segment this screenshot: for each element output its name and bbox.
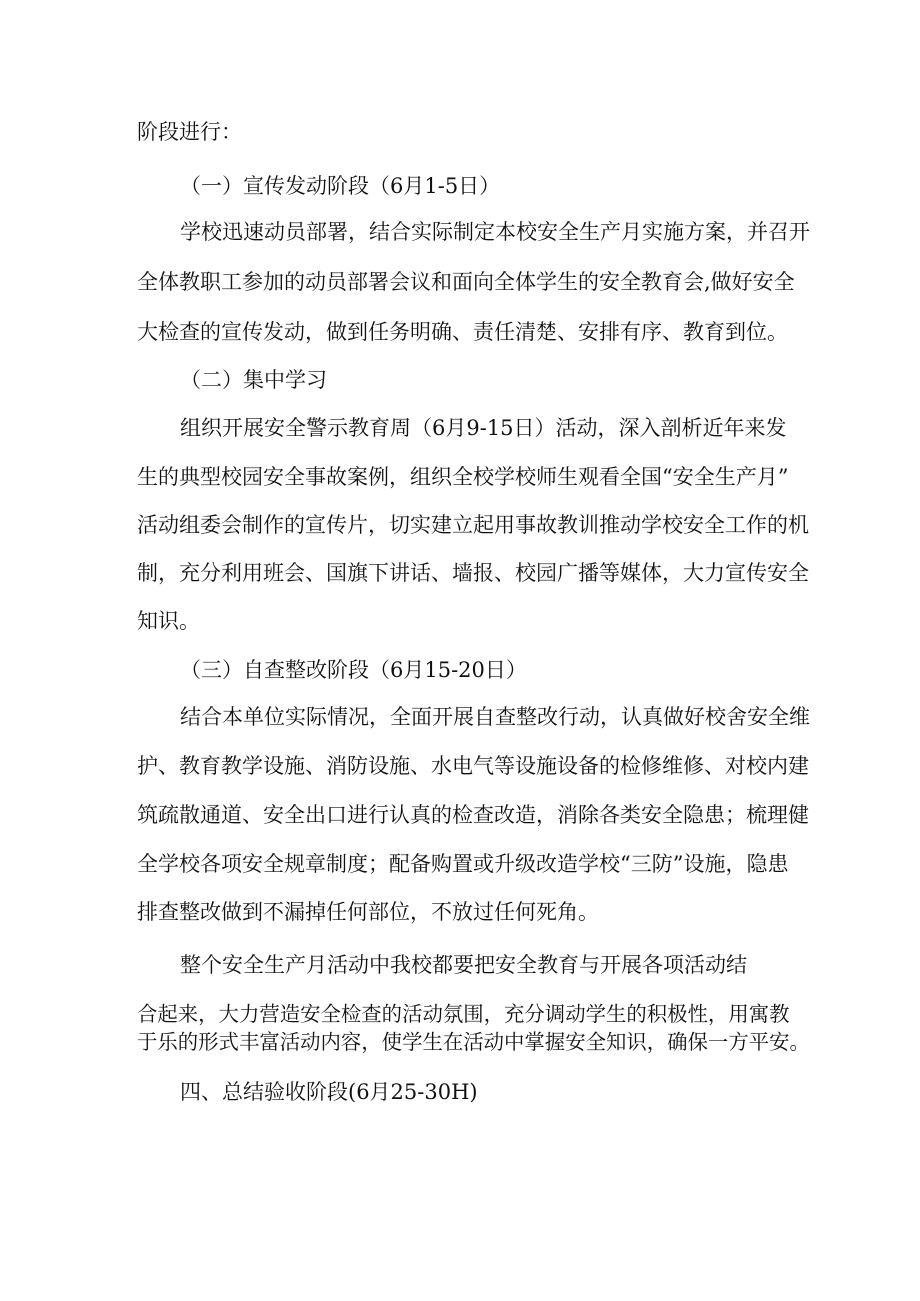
paragraph-line: 学校迅速动员部署，结合实际制定本校安全生产月实施方案，并召开	[180, 220, 810, 244]
paragraph-line: 全学校各项安全规章制度；配备购置或升级改造学校“三防”设施，隐患	[137, 852, 789, 876]
paragraph-line: 全体教职工参加的动员部署会议和面向全体学生的安全教育会,做好安全	[137, 270, 795, 294]
paragraph-line: 组织开展安全警示教育周（6月9-15日）活动，深入剖析近年来发	[180, 416, 787, 440]
paragraph-line: 护、教育教学设施、消防设施、水电气等设施设备的检修维修、对校内建	[137, 754, 809, 778]
heading-self-inspection-stage: （三）自查整改阶段（6月15-20日）	[180, 658, 527, 682]
paragraph-line: 于乐的形式丰富活动内容，使学生在活动中掌握安全知识，确保一方平安。	[137, 1030, 810, 1054]
heading-study-stage: （二）集中学习	[180, 368, 327, 392]
paragraph-line: 制，充分利用班会、国旗下讲话、墙报、校园广播等媒体，大力宣传安全	[137, 561, 809, 585]
paragraph-line: 大检查的宣传发动，做到任务明确、责任清楚、安排有序、教育到位。	[137, 320, 788, 344]
paragraph-line: 排查整改做到不漏掉任何部位，不放过任何死角。	[137, 900, 599, 924]
paragraph-line: 筑疏散通道、安全出口进行认真的检查改造，消除各类安全隐患；梳理健	[137, 803, 809, 827]
paragraph-line: 生的典型校园安全事故案例，组织全校学校师生观看全国“安全生产月”	[137, 465, 789, 489]
paragraph-line: 合起来，大力营造安全检查的活动氛围，充分调动学生的积极性，用寓教	[137, 1002, 790, 1026]
paragraph-line: 活动组委会制作的宣传片，切实建立起用事故教训推动学校安全工作的机	[137, 513, 809, 537]
heading-summary-stage: 四、总结验收阶段(6月25-30H)	[180, 1080, 478, 1104]
paragraph-line: 知识。	[137, 609, 200, 633]
paragraph-line: 结合本单位实际情况，全面开展自查整改行动，认真做好校舍安全维	[180, 705, 810, 729]
paragraph-line: 整个安全生产月活动中我校都要把安全教育与开展各项活动结	[180, 953, 747, 977]
heading-publicity-stage: （一）宣传发动阶段（6月1-5日）	[180, 174, 501, 198]
text-line-continuation: 阶段进行：	[137, 120, 242, 144]
